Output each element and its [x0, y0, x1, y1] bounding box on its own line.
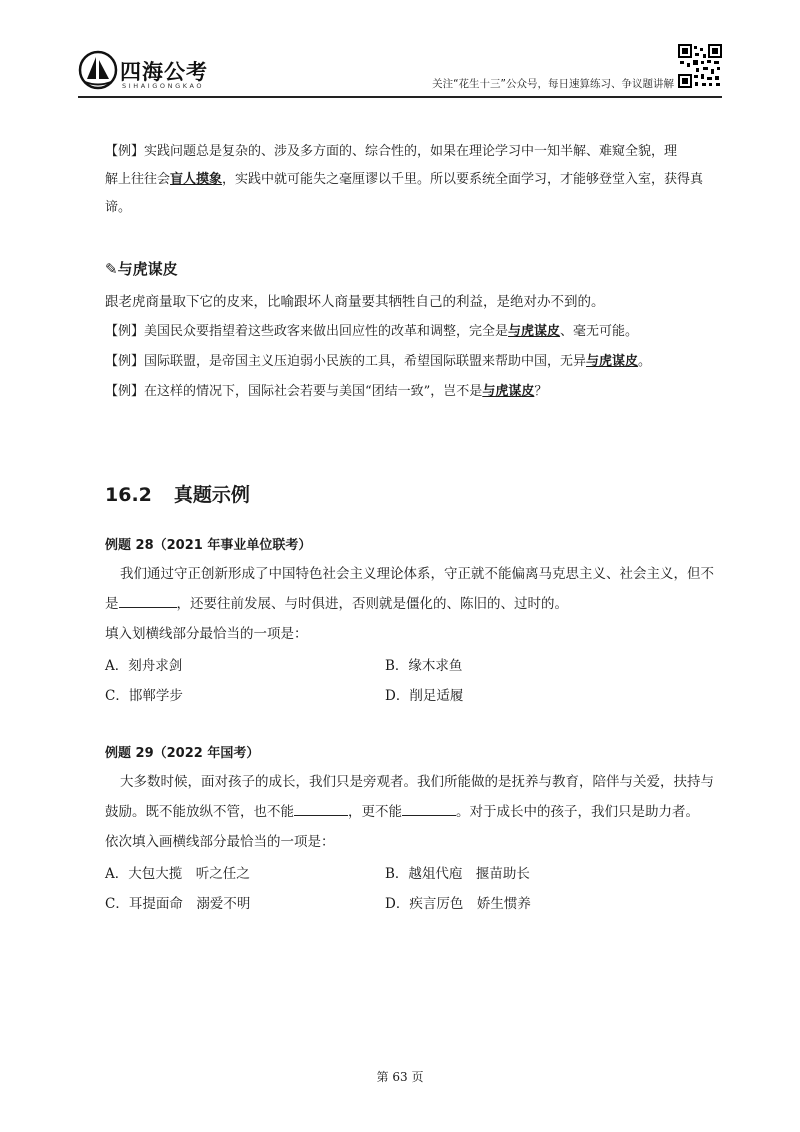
option-b[interactable]: B．缘木求鱼	[385, 658, 463, 674]
answer-blank	[402, 801, 456, 816]
highlight-term: 与虎谋皮	[482, 384, 535, 399]
highlight-term: 与虎谋皮	[586, 354, 639, 369]
answer-blank	[119, 593, 177, 608]
section-heading: 16.2 真题示例	[105, 484, 250, 506]
header-divider	[78, 96, 722, 98]
idiom-example: 【例】国际联盟，是帝国主义压迫弱小民族的工具，希望国际联盟来帮助中国，无异与虎谋皮。	[105, 354, 652, 369]
idiom-example: 【例】美国民众要指望着这些政客来做出回应性的改革和调整，完全是与虎谋皮、毫无可能。	[105, 324, 639, 339]
brand-logo	[78, 50, 208, 96]
question-stem: 大多数时候，面对孩子的成长，我们只是旁观者。我们所能做的是抚养与教育，陪伴与关爱，扶持与	[120, 774, 714, 790]
idiom-title: 与虎谋皮	[117, 260, 178, 278]
option-a[interactable]: A．大包大揽 听之任之	[105, 866, 250, 882]
qr-code-icon	[678, 44, 722, 88]
option-c[interactable]: C．邯郸学步	[105, 688, 183, 704]
idiom-definition: 跟老虎商量取下它的皮来，比喻跟坏人商量要其牺牲自己的利益，是绝对办不到的。	[105, 294, 605, 310]
option-a[interactable]: A．刻舟求剑	[105, 658, 183, 674]
header-slogan: 关注“花生十三”公众号，每日速算练习、争议题讲解	[432, 78, 674, 90]
sailboat-logo-icon	[78, 50, 118, 90]
highlight-term: 与虎谋皮	[508, 324, 561, 339]
page-number: 第 63 页	[376, 1070, 424, 1084]
brand-subtitle: SIHAIGONGKAO	[122, 82, 205, 90]
pencil-icon: ✎	[105, 260, 118, 278]
intro-example-line: 【例】实践问题总是复杂的、涉及多方面的、综合性的，如果在理论学习中一知半解、难窥全貌，理	[105, 144, 678, 159]
option-d[interactable]: D．疾言厉色 娇生惯养	[385, 896, 531, 912]
highlight-term: 盲人摸象	[170, 172, 223, 187]
question-stem: 我们通过守正创新形成了中国特色社会主义理论体系，守正就不能偏离马克思主义、社会主义，但不	[120, 566, 714, 582]
brand-name: 四海公考	[120, 60, 208, 84]
question-stem: 鼓励。既不能放纵不管，也不能 ，更不能 。对于成长中的孩子，我们只是助力者。	[105, 798, 705, 826]
page-header	[78, 44, 722, 96]
question-title: 例题 28（2021 年事业单位联考）	[105, 538, 312, 553]
question-title: 例题 29（2022 年国考）	[105, 746, 260, 761]
intro-example-line: 谛。	[105, 200, 132, 215]
question-prompt: 依次填入画横线部分最恰当的一项是：	[105, 834, 335, 850]
option-c[interactable]: C．耳提面命 溺爱不明	[105, 896, 251, 912]
idiom-example: 【例】在这样的情况下，国际社会若要与美国“团结一致”，岂不是与虎谋皮？	[105, 384, 548, 399]
question-prompt: 填入划横线部分最恰当的一项是：	[105, 626, 308, 642]
intro-example-line: 解上往往会盲人摸象，实践中就可能失之毫厘谬以千里。所以要系统全面学习，才能够登堂入室，获得真	[105, 172, 704, 187]
question-stem: 是 ，还要往前发展、与时俱进，否则就是僵化的、陈旧的、过时的。	[105, 590, 705, 618]
option-b[interactable]: B．越俎代庖 揠苗助长	[385, 866, 530, 882]
answer-blank	[294, 801, 348, 816]
idiom-heading	[105, 258, 178, 279]
option-d[interactable]: D．削足适履	[385, 688, 464, 704]
